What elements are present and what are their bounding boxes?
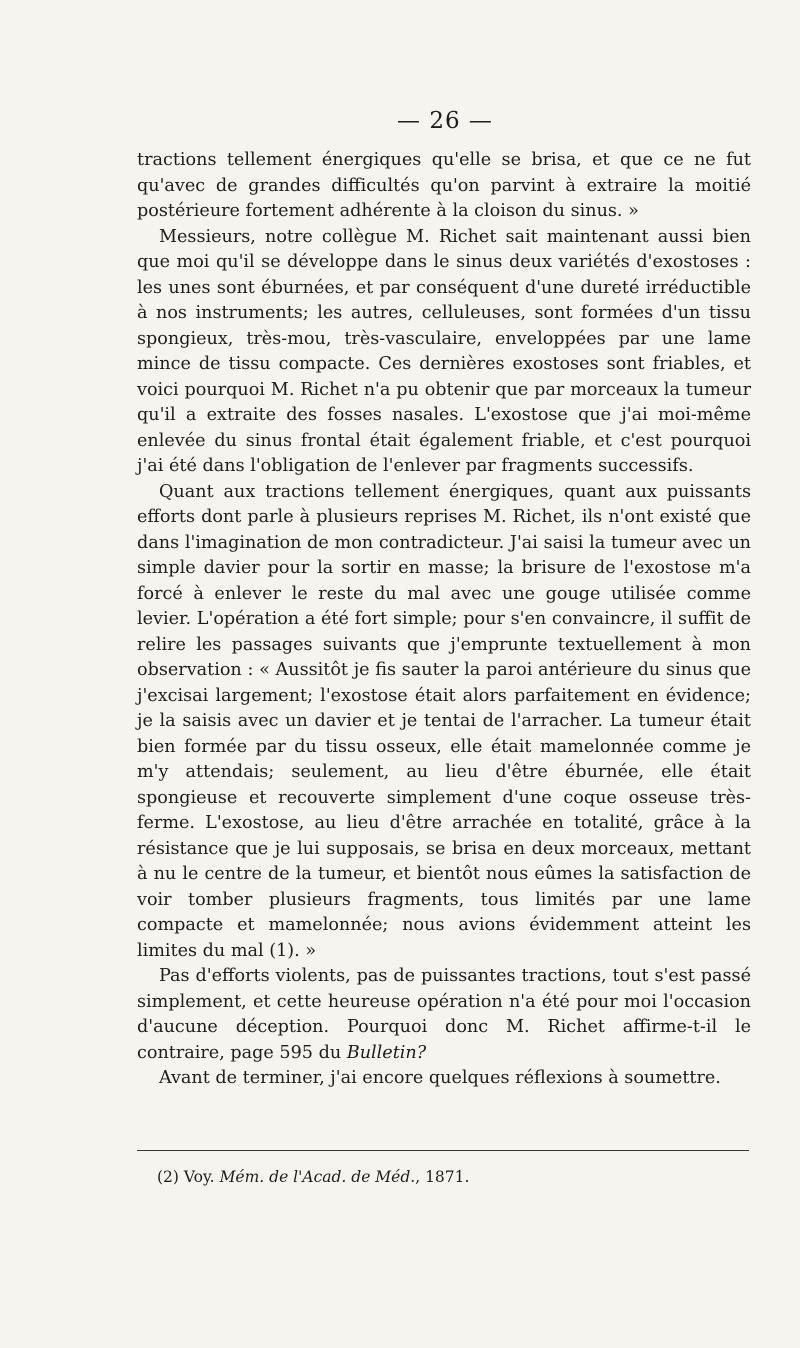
paragraph-no-effort-text: Pas d'efforts violents, pas de puissantes tractions, tout s'est passé simplement, et cette heureuse opération n'a été pour moi l'occasion d'aucune déception. Pourquoi donc M. Richet affirme-t-il le contraire, page 595 du: [137, 966, 751, 1063]
footnote: [157, 1167, 737, 1187]
footnote-title: Mém. de l'Acad. de Méd.: [219, 1168, 416, 1186]
footnote-marker: (2) Voy.: [157, 1168, 215, 1186]
footnote-divider: [137, 1150, 749, 1151]
paragraph-exostoses: Messieurs, notre collègue M. Richet sait maintenant aussi bien que moi qu'il se développe dans le sinus deux variétés d'exostoses : les unes sont éburnées, et par conséquent d'une dureté irréductible à nos instruments; les autres, celluleuses, sont formées d'un tissu spongieux, très-mou, très-vasculaire, enveloppées par une lame mince de tissu compacte. Ces dernières exostoses sont friables, et voici pourquoi M. Richet n'a pu obtenir que par morceaux la tumeur qu'il a extraite des fosses nasales. L'exostose que j'ai moi-même enlevée du sinus frontal était également friable, et c'est pourquoi j'ai été dans l'obligation de l'enlever par fragments successifs.: [137, 226, 751, 476]
bulletin-citation: Bulletin?: [346, 1042, 427, 1063]
footnote-year: , 1871.: [415, 1168, 470, 1186]
paragraph-tractions: Quant aux tractions tellement énergiques, quant aux puissants efforts dont parle à plusieurs reprises M. Richet, ils n'ont existé que dans l'imagination de mon contradicteur. J'ai saisi la tumeur avec un simple davier pour la sortir en masse; la brisure de l'exostose m'a forcé à enlever le reste du mal avec une gouge utilisée comme levier. L'opération a été fort simple; pour s'en convaincre, il suffit de relire les passages suivants que j'emprunte textuellement à mon observation : « Aussitôt je fis sauter la paroi antérieure du sinus que j'excisai largement; l'exostose était alors parfaitement en évidence; je la saisis avec un davier et je tentai de l'arracher. La tumeur était bien formée par du tissu osseux, elle était mamelonnée comme je m'y attendais; seulement, au lieu d'être éburnée, elle était spongieuse et recouverte simplement d'une coque osseuse très-ferme. L'exostose, au lieu d'être arrachée en totalité, grâce à la résistance que je lui supposais, se brisa en deux morceaux, mettant à nu le centre de la tumeur, et bientôt nous eûmes la satisfaction de voir tomber plusieurs fragments, tous limités par une lame compacte et mamelonnée; nous avions évidemment atteint les limites du mal (1). »: [137, 481, 751, 961]
body-text: [137, 148, 751, 1092]
paragraph-closing: Avant de terminer, j'ai encore quelques réflexions à soumettre.: [159, 1068, 721, 1088]
paragraph-continuation: tractions tellement énergiques qu'elle se brisa, et que ce ne fut qu'avec de grandes difficultés qu'on parvint à extraire la moitié postérieure fortement adhérente à la cloison du sinus. »: [137, 150, 751, 221]
paragraph-no-effort: [137, 964, 751, 1066]
page-number: — 26 —: [397, 108, 493, 134]
